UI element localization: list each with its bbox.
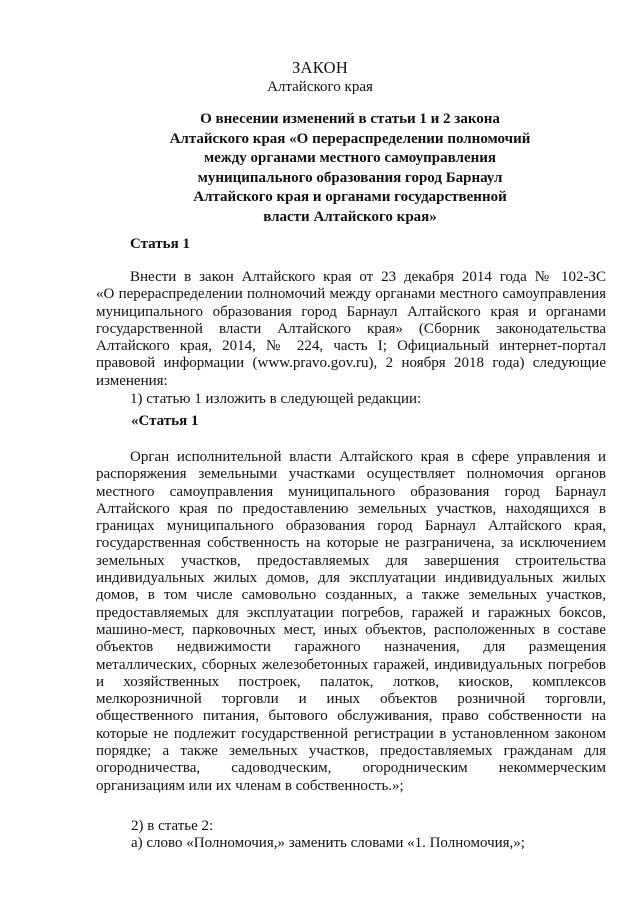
paragraph-line: Внести в закон Алтайского края от 23 декабря 2014 года № 102-ЗС [130, 269, 606, 285]
list-item-1: 1) статью 1 изложить в следующей редакции: [130, 391, 422, 407]
paragraph-line: Орган исполнительной власти Алтайского края в сфере управления и [130, 449, 606, 465]
paragraph-line: государственной власти Алтайского края» (Сборник законодательства [96, 320, 606, 337]
paragraph-line: огородничества, садоводческим, огородническим некоммерческим [96, 760, 606, 777]
law-title: ЗАКОН [291, 58, 349, 77]
title-line: между органами местного самоуправления [203, 150, 497, 167]
paragraph-line: которые не подлежит государственной регистрации в установленном законом [96, 725, 606, 742]
paragraph-line: организациям или их членам в собственность.»; [96, 777, 404, 794]
paragraph-line: земельных участков, предоставляемых для завершения строительства [96, 552, 606, 569]
title-line: Алтайского края и органами государственной [193, 189, 507, 206]
article-1-heading: Статья 1 [130, 236, 190, 252]
paragraph-line: местного самоуправления муниципального образования город Барнаул [96, 483, 606, 500]
document-title [0, 110, 640, 228]
list-item-2: 2) в статье 2: [131, 818, 214, 834]
paragraph-line: и хозяйственных построек, палаток, лотков, киосков, комплексов [96, 673, 606, 690]
paragraph-line: металлических, сборных железобетонных гаражей, индивидуальных погребов [96, 656, 606, 673]
paragraph-line: порядке; а также земельных участков, предоставляемых гражданам для [96, 743, 606, 760]
paragraph-line: государственная собственность на которые не разграничена, за исключением [96, 535, 606, 552]
paragraph-line: домов, в том числе самовольно созданных, а также земельных участков, [96, 587, 606, 604]
paragraph-line: изменения: [96, 372, 168, 389]
quoted-article-heading: «Статья 1 [131, 413, 199, 429]
article-1-paragraph [96, 269, 606, 390]
list-item-2a: а) слово «Полномочия,» заменить словами «1. Полномочия,»; [131, 835, 525, 851]
paragraph-line: правовой информации (www.pravo.gov.ru), 2 ноября 2018 года) следующие [96, 355, 606, 372]
title-line: власти Алтайского края» [263, 208, 437, 225]
title-line: муниципального образования город Барнаул [197, 169, 503, 186]
paragraph-line: Алтайского края, 2014, № 224, часть I; Официальный интернет-портал [96, 338, 606, 355]
paragraph-line: предоставляемых для эксплуатации погребов, гаражей и гаражных боксов, [96, 604, 606, 621]
title-line: Алтайского края «О перераспределении полномочий [169, 130, 531, 147]
paragraph-line: Алтайского края по предоставлению земельных участков, находящихся в [96, 500, 606, 517]
paragraph-line: муниципального образования город Барнаул Алтайского края и органами [96, 303, 606, 320]
paragraph-line: машино-мест, парковочных мест, иных объектов, расположенных в составе [96, 621, 606, 638]
title-line: О внесении изменений в статьи 1 и 2 закона [200, 111, 500, 127]
paragraph-line: мелкорозничной торговли и иных объектов розничной торговли, [96, 691, 606, 708]
paragraph-line: индивидуальных жилых домов, для эксплуатации индивидуальных жилых [96, 570, 606, 587]
paragraph-line: распоряжения земельными участками осуществляет полномочия органов [96, 466, 606, 483]
quoted-article-paragraph [96, 449, 606, 795]
paragraph-line: объектов недвижимости гаражного назначения, для размещения [96, 639, 606, 656]
paragraph-line: границах муниципального образования город Барнаул Алтайского края, [96, 518, 606, 535]
law-subtitle: Алтайского края [267, 79, 373, 95]
paragraph-line: общественного питания, бытового обслуживания, право собственности на [96, 708, 606, 725]
paragraph-line: «О перераспределении полномочий между органами местного самоуправления [96, 286, 606, 303]
